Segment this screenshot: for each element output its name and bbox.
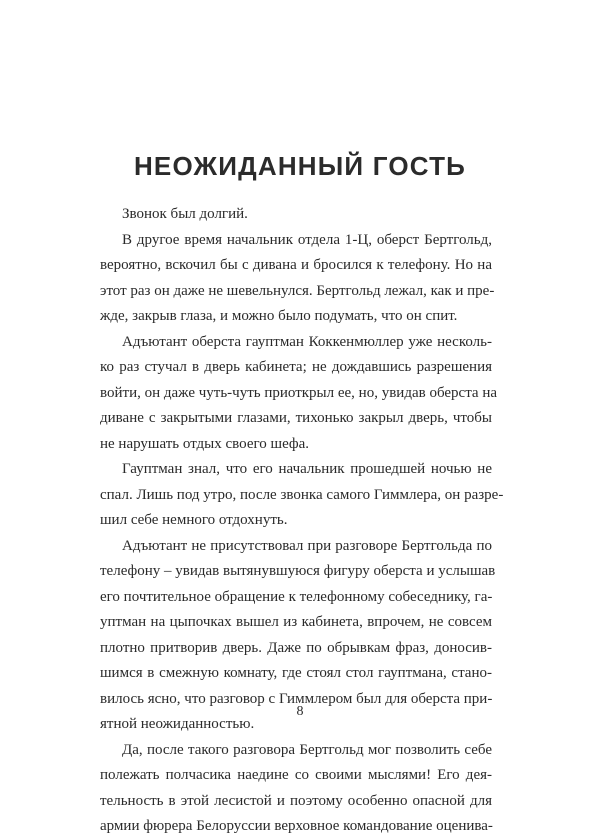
text-line: уптман на цыпочках вышел из кабинета, впрочем, не совсем (100, 614, 492, 630)
text-line: этот раз он даже не шевельнулся. Бертгольд лежал, как и пре- (100, 282, 495, 299)
text-line: полежать полчасика наедине со своими мыслями! Его дея- (100, 767, 492, 783)
text-line: тельность в этой лесистой и поэтому особенно опасной для (100, 792, 492, 809)
text-line: шил себе немного отдохнуть. (100, 512, 288, 528)
text-line: войти, он даже чуть-чуть приоткрыл ее, но, увидав оберста на (100, 384, 498, 401)
text-line: его почтительное обращение к телефонному собеседнику, га- (100, 588, 493, 605)
page-number: 8 (296, 704, 304, 719)
body-text (100, 202, 504, 840)
text-line: спал. Лишь под утро, после звонка самого Гиммлера, он разре- (100, 486, 504, 503)
text-line: ятной неожиданностью. (100, 716, 255, 732)
text-line: вероятно, вскочил бы с дивана и бросился к телефону. Но на (100, 257, 492, 273)
text-line: Звонок был долгий. (122, 206, 248, 222)
text-line: диване с закрытыми глазами, тихонько закрыл дверь, чтобы (100, 410, 492, 426)
text-line: Гауптман знал, что его начальник прошедшей ночью не (122, 461, 492, 477)
text-line: В другое время начальник отдела 1-Ц, оберст Бертгольд, (122, 231, 492, 248)
text-line: телефону – увидав вытянувшуюся фигуру оберста и услышав (100, 563, 496, 579)
text-line: жде, закрыв глаза, и можно было подумать, что он спит. (100, 308, 458, 324)
text-line: Да, после такого разговора Бертгольд мог позволить себе (122, 741, 492, 758)
text-line: вилось ясно, что разговор с Гиммлером был для оберста при- (100, 690, 493, 707)
text-line: шимся в смежную комнату, где стоял стол гауптмана, стано- (100, 665, 492, 681)
text-line: Адъютант не присутствовал при разговоре Бертгольда по (122, 537, 492, 554)
text-line: не нарушать отдых своего шефа. (100, 435, 310, 452)
text-line: плотно притворив дверь. Даже по обрывкам фраз, доносив- (100, 639, 492, 656)
chapter-title: НЕОЖИДАННЫЙ ГОСТЬ (133, 151, 467, 181)
text-line: Адъютант оберста гауптман Коккенмюллер уже несколь- (122, 333, 492, 350)
text-line: ко раз стучал в дверь кабинета; не дождавшись разрешения (100, 359, 492, 375)
text-line: армии фюрера Белоруссии верховное командование оценива- (100, 818, 493, 834)
